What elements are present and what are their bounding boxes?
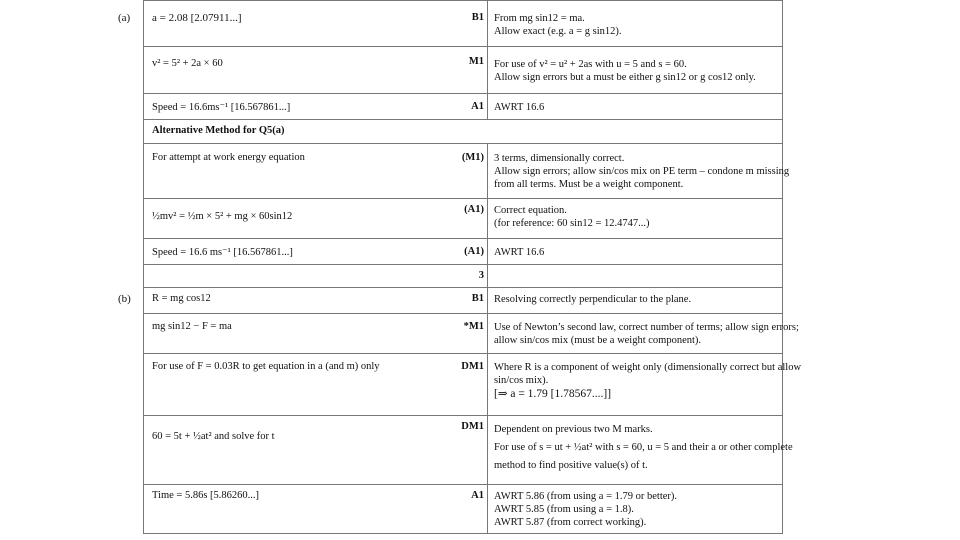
working-a4: For attempt at work energy equation bbox=[152, 152, 305, 163]
working-b4: 60 = 5t + ½at² and solve for t bbox=[152, 431, 275, 442]
part-label-a: (a) bbox=[118, 12, 131, 24]
mark-b4: DM1 bbox=[461, 421, 484, 432]
guidance-b5: AWRT 5.86 (from using a = 1.79 or better). AWRT 5.85 (from using a = 1.8). AWRT 5.87 (from correct working). bbox=[494, 491, 678, 528]
mark-b2: *M1 bbox=[463, 321, 484, 332]
mark-b1: B1 bbox=[471, 293, 484, 304]
guidance-b3: Where R is a component of weight only (dimensionally correct but allow sin/cos mix). [⇒ a = 1.79 [1.78567....]] bbox=[494, 362, 802, 400]
working-a1: a = 2.08 [2.07911...] bbox=[152, 12, 242, 24]
guidance-a6: AWRT 16.6 bbox=[494, 247, 545, 258]
working-b1: R = mg cos12 bbox=[152, 293, 211, 304]
part-label-b: (b) bbox=[118, 293, 131, 305]
working-a6: Speed = 16.6 ms⁻¹ [16.567861...] bbox=[152, 247, 293, 258]
mark-b5: A1 bbox=[471, 490, 484, 501]
guidance-a4: 3 terms, dimensionally correct. Allow sign errors; allow sin/cos mix on PE term – condone m missing from all terms. Must be a weight component. bbox=[494, 153, 790, 190]
mark-a2: M1 bbox=[468, 56, 484, 67]
guidance-a2: For use of v² = u² + 2as with u = 5 and s = 60. Allow sign errors but a must be either g sin12 or g cos12 only. bbox=[494, 59, 756, 83]
working-b5: Time = 5.86s [5.86260...] bbox=[152, 490, 260, 501]
working-a5: ½mv² = ½m × 5² + mg × 60sin12 bbox=[152, 211, 293, 222]
mark-b3: DM1 bbox=[461, 361, 484, 372]
guidance-a1: From mg sin12 = ma. Allow exact (e.g. a = g sin12). bbox=[494, 13, 622, 37]
working-b3: For use of F = 0.03R to get equation in a (and m) only bbox=[152, 361, 380, 372]
working-b2: mg sin12 − F = ma bbox=[152, 321, 232, 332]
guidance-b1: Resolving correctly perpendicular to the plane. bbox=[494, 294, 692, 305]
mark-a3: A1 bbox=[471, 101, 484, 112]
guidance-b4: Dependent on previous two M marks. For use of s = ut + ½at² with s = 60, u = 5 and their a or other complete method to find positive value(s) of t. bbox=[494, 424, 793, 471]
working-a2: v² = 5² + 2a × 60 bbox=[152, 58, 223, 69]
total-marks: 3 bbox=[478, 270, 484, 281]
guidance-a3: AWRT 16.6 bbox=[494, 102, 545, 113]
guidance-b2: Use of Newton’s second law, correct number of terms; allow sign errors; allow sin/cos mix (must be a weight component). bbox=[494, 322, 799, 346]
mark-a4: (M1) bbox=[461, 152, 484, 163]
guidance-a5: Correct equation. (for reference: 60 sin12 = 12.4747...) bbox=[494, 205, 650, 229]
alternative-method-heading: Alternative Method for Q5(a) bbox=[152, 125, 285, 136]
mark-a6: (A1) bbox=[464, 246, 484, 257]
mark-a5: (A1) bbox=[464, 204, 484, 215]
working-a3: Speed = 16.6ms⁻¹ [16.567861...] bbox=[152, 102, 291, 113]
mark-a1: B1 bbox=[471, 12, 484, 23]
